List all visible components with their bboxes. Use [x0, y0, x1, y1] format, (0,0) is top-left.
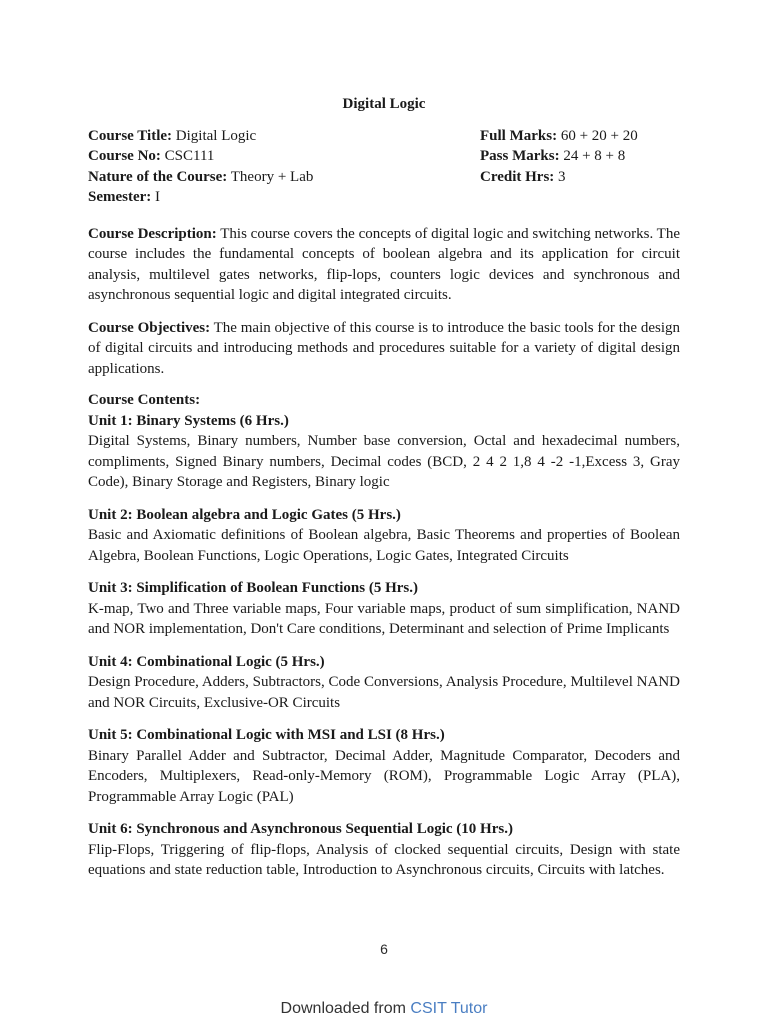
- download-watermark: [0, 1000, 768, 1018]
- course-objectives: [88, 318, 680, 380]
- unit-1-body: Digital Systems, Binary numbers, Number base conversion, Octal and hexadecimal numbers, compliments, Signed Binary numbers, Decimal codes (BCD, 2 4 2 1,8 4 -2 -1,Excess 3, Gray Code), Binary Storage and Registers, Binary logic: [88, 433, 680, 490]
- page-title: Digital Logic: [342, 96, 426, 112]
- course-title-label: Course Title:: [88, 127, 173, 144]
- unit-1: [88, 411, 680, 493]
- pass-marks-label: Pass Marks:: [480, 148, 560, 164]
- full-marks-value: 60 + 20 + 20: [560, 127, 638, 144]
- credit-hrs-label: Credit Hrs:: [480, 168, 555, 185]
- unit-1-heading: Unit 1: Binary Systems (6 Hrs.): [88, 412, 289, 429]
- course-no-line: [88, 146, 480, 167]
- course-nature-label: Nature of the Course:: [88, 168, 228, 185]
- course-no-value: CSC111: [164, 148, 215, 164]
- course-description-label: Course Description:: [88, 225, 217, 242]
- course-description: [88, 224, 680, 306]
- unit-2-body: Basic and Axiomatic definitions of Boolean algebra, Basic Theorems and properties of Boolean Algebra, Boolean Functions, Logic Operations, Logic Gates, Integrated Circuits: [88, 527, 680, 564]
- page-number: 6: [380, 941, 388, 957]
- unit-5-body: Binary Parallel Adder and Subtractor, Decimal Adder, Magnitude Comparator, Decoders and Encoders, Multiplexers, Read-only-Memory (ROM), Programmable Logic Array (PLA), Programmable Array Logic (PAL): [88, 747, 680, 805]
- course-no-label: Course No:: [88, 148, 161, 164]
- course-info-right-column: [480, 126, 680, 208]
- unit-2: [88, 505, 680, 567]
- unit-3-heading: Unit 3: Simplification of Boolean Functions (5 Hrs.): [88, 580, 419, 596]
- course-objectives-label: Course Objectives:: [88, 319, 211, 336]
- unit-5: [88, 725, 680, 807]
- unit-3: [88, 578, 680, 640]
- pass-marks-value: 24 + 8 + 8: [563, 148, 626, 164]
- pass-marks-line: [480, 146, 680, 167]
- credit-hrs-value: 3: [558, 168, 566, 185]
- unit-6-body: Flip-Flops, Triggering of flip-flops, Analysis of clocked sequential circuits, Design with state equations and state reduction table, Introduction to Asynchronous circuits, Circuits with latches.: [88, 841, 680, 878]
- full-marks-line: [480, 126, 680, 147]
- course-contents-heading: Course Contents:: [88, 392, 201, 408]
- full-marks-label: Full Marks:: [480, 127, 558, 144]
- semester-line: [88, 187, 480, 208]
- unit-4-heading: Unit 4: Combinational Logic (5 Hrs.): [88, 653, 325, 670]
- page-content: [88, 0, 680, 881]
- course-objectives-text: The main objective of this course is to introduce the basic tools for the design of digital circuits and introducing methods and procedures suitable for a variety of digital design applications.: [88, 319, 681, 377]
- unit-6-heading: Unit 6: Synchronous and Asynchronous Sequential Logic (10 Hrs.): [88, 821, 513, 837]
- unit-6: [88, 819, 680, 881]
- course-info: [88, 126, 680, 208]
- semester-label: Semester:: [88, 189, 152, 205]
- course-description-text: This course covers the concepts of digital logic and switching networks. The course includes the fundamental concepts of boolean algebra and its application for circuit analysis, multilevel gates networks, flip-lops, counters logic devices and synchronous and asynchronous sequential logic and digital integrated circuits.: [88, 225, 681, 303]
- unit-4: [88, 652, 680, 714]
- course-nature-value: Theory + Lab: [230, 168, 314, 185]
- course-info-left-column: [88, 126, 480, 208]
- download-watermark-prefix: Downloaded from: [280, 1000, 406, 1017]
- semester-value: I: [155, 189, 161, 205]
- unit-2-heading: Unit 2: Boolean algebra and Logic Gates (5 Hrs.): [88, 506, 401, 523]
- unit-3-body: K-map, Two and Three variable maps, Four variable maps, product of sum simplification, NAND and NOR implementation, Don't Care conditions, Determinant and selection of Prime Implicants: [88, 600, 680, 637]
- course-title-value: Digital Logic: [175, 127, 257, 144]
- unit-5-heading: Unit 5: Combinational Logic with MSI and LSI (8 Hrs.): [88, 727, 445, 743]
- credit-hrs-line: [480, 167, 680, 188]
- unit-4-body: Design Procedure, Adders, Subtractors, Code Conversions, Analysis Procedure, Multilevel NAND and NOR Circuits, Exclusive-OR Circuits: [88, 674, 680, 711]
- csit-tutor-link[interactable]: CSIT Tutor: [410, 1000, 488, 1017]
- course-title-line: [88, 126, 480, 147]
- course-nature-line: [88, 167, 480, 188]
